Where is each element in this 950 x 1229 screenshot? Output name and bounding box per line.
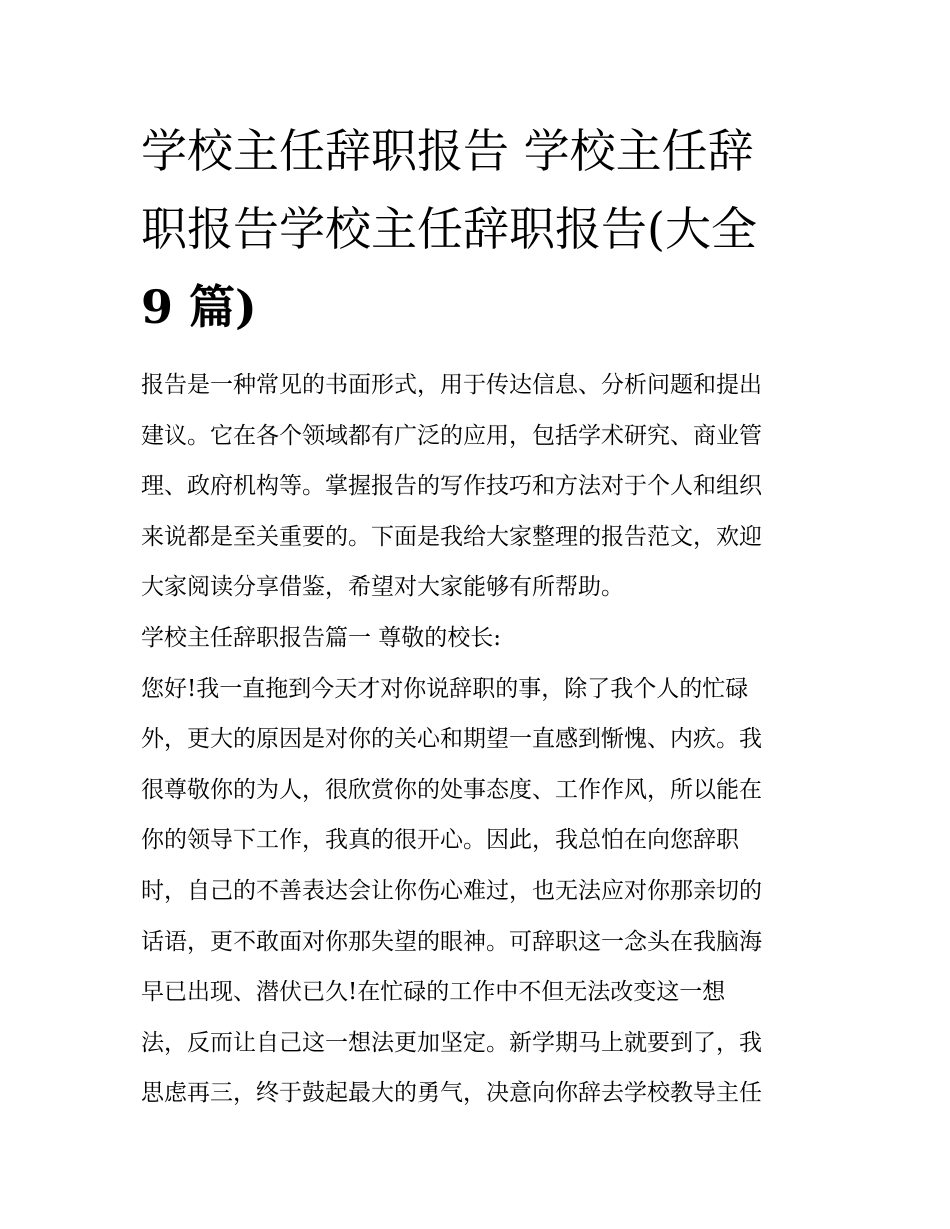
body-line: 建议。它在各个领域都有广泛的应用，包括学术研究、商业管 <box>141 422 762 449</box>
section-heading-line: 学校主任辞职报告篇一 尊敬的校长: <box>141 624 502 651</box>
body-line: 很尊敬你的为人，很欣赏你的处事态度、工作作风，所以能在 <box>141 776 762 803</box>
body-line: 时，自己的不善表达会让你伤心难过，也无法应对你那亲切的 <box>141 877 762 904</box>
title-line: 学校主任辞职报告 学校主任辞 <box>141 124 754 178</box>
body-line: 思虑再三，终于鼓起最大的勇气，决意向你辞去学校教导主任 <box>141 1080 762 1107</box>
body-line: 您好!我一直拖到今天才对你说辞职的事，除了我个人的忙碌 <box>141 675 749 702</box>
body-line: 外，更大的原因是对你的关心和期望一直感到惭愧、内疚。我 <box>141 726 762 753</box>
body-line: 来说都是至关重要的。下面是我给大家整理的报告范文，欢迎 <box>141 523 762 550</box>
title-line: 职报告学校主任辞职报告(大全 <box>141 202 757 256</box>
body-line: 理、政府机构等。掌握报告的写作技巧和方法对于个人和组织 <box>141 473 762 500</box>
body-line: 法，反而让自己这一想法更加坚定。新学期马上就要到了，我 <box>141 1029 762 1056</box>
body-line: 报告是一种常见的书面形式，用于传达信息、分析问题和提出 <box>141 372 762 398</box>
document-page <box>141 112 813 1119</box>
body-line: 话语，更不敢面对你那失望的眼神。可辞职这一念头在我脑海 <box>141 928 762 955</box>
body-line: 大家阅读分享借鉴，希望对大家能够有所帮助。 <box>141 574 624 601</box>
document-title <box>141 112 813 346</box>
document-body <box>141 360 813 1119</box>
body-line: 早已出现、潜伏已久!在忙碌的工作中不但无法改变这一想 <box>141 979 726 1006</box>
body-line: 你的领导下工作，我真的很开心。因此，我总怕在向您辞职 <box>141 827 739 854</box>
title-line: 9 篇) <box>141 280 257 334</box>
